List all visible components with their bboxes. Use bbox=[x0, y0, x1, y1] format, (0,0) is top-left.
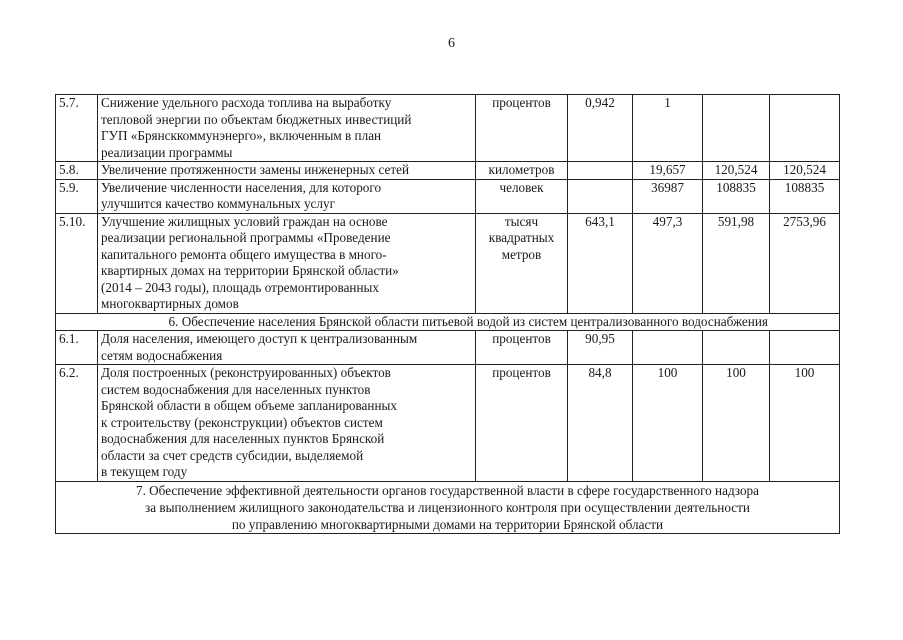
indicator-name bbox=[98, 213, 476, 313]
text-line: многоквартирных домов bbox=[101, 296, 239, 311]
text-line: в текущем году bbox=[101, 464, 188, 479]
value-cell: 100 bbox=[770, 365, 840, 482]
text-line: процентов bbox=[492, 95, 551, 110]
table-body bbox=[56, 95, 840, 534]
text-line: тысяч bbox=[504, 213, 539, 229]
text-line: тепловой энергии по объектам бюджетных инвестиций bbox=[101, 111, 412, 127]
indicator-name bbox=[98, 365, 476, 482]
text-line: квадратных bbox=[488, 230, 555, 245]
text-line: человек bbox=[499, 179, 544, 195]
unit-of-measure bbox=[476, 179, 568, 213]
indicator-name bbox=[98, 331, 476, 365]
indicator-name bbox=[98, 95, 476, 162]
value-cell bbox=[703, 95, 770, 162]
text-line: реализации программы bbox=[101, 144, 233, 160]
page-number: 6 bbox=[448, 36, 455, 51]
text-line: процентов bbox=[492, 331, 551, 346]
value-cell bbox=[770, 95, 840, 162]
text-line: улучшится качество коммунальных услуг bbox=[101, 196, 335, 211]
text-line: Доля построенных (реконструированных) объектов bbox=[101, 365, 391, 380]
indicator-name bbox=[98, 162, 476, 180]
value-cell: 643,1 bbox=[568, 213, 633, 313]
value-cell: 108835 bbox=[703, 179, 770, 213]
row-number: 5.7. bbox=[56, 95, 98, 162]
value-cell bbox=[703, 331, 770, 365]
value-cell bbox=[568, 179, 633, 213]
value-cell: 497,3 bbox=[633, 213, 703, 313]
row-number: 6.2. bbox=[56, 365, 98, 482]
table-row bbox=[56, 95, 840, 162]
value-cell: 100 bbox=[633, 365, 703, 482]
value-cell bbox=[633, 331, 703, 365]
table-row bbox=[56, 331, 840, 365]
text-line: Улучшение жилищных условий граждан на основе bbox=[101, 213, 388, 229]
value-cell: 120,524 bbox=[703, 162, 770, 180]
row-number: 5.8. bbox=[56, 162, 98, 180]
text-line: километров bbox=[488, 162, 555, 177]
section-7-title bbox=[56, 481, 840, 533]
indicators-table bbox=[55, 94, 840, 534]
value-cell: 120,524 bbox=[770, 162, 840, 180]
text-line: 7. Обеспечение эффективной деятельности органов государственной власти в сфере государственного надзора bbox=[135, 482, 760, 498]
table-row bbox=[56, 365, 840, 482]
value-cell bbox=[568, 162, 633, 180]
value-cell: 108835 bbox=[770, 179, 840, 213]
text-line: систем водоснабжения для населенных пунктов bbox=[101, 381, 371, 397]
text-line: Брянской области в общем объеме запланированных bbox=[101, 398, 397, 413]
section-header-row bbox=[56, 313, 840, 331]
text-line: (2014 – 2043 годы), площадь отремонтированных bbox=[101, 279, 380, 295]
text-line: области за счет средств субсидии, выделяемой bbox=[101, 447, 364, 463]
text-line: ГУП «Брянсккоммунэнерго», включенным в план bbox=[101, 128, 382, 143]
text-line: водоснабжения для населенных пунктов Брянской bbox=[101, 431, 385, 446]
indicator-name bbox=[98, 179, 476, 213]
value-cell: 591,98 bbox=[703, 213, 770, 313]
row-number: 5.9. bbox=[56, 179, 98, 213]
unit-of-measure bbox=[476, 162, 568, 180]
text-line: реализации региональной программы «Проведение bbox=[101, 230, 391, 245]
unit-of-measure bbox=[476, 213, 568, 313]
value-cell: 19,657 bbox=[633, 162, 703, 180]
value-cell: 36987 bbox=[633, 179, 703, 213]
row-number: 5.10. bbox=[56, 213, 98, 313]
value-cell bbox=[770, 331, 840, 365]
text-line: по управлению многоквартирными домами на территории Брянской области bbox=[231, 516, 664, 532]
table-row bbox=[56, 179, 840, 213]
text-line: за выполнением жилищного законодательства и лицензионного контроля при осуществлении деятельности bbox=[145, 499, 750, 515]
row-number: 6.1. bbox=[56, 331, 98, 365]
text-line: к строительству (реконструкции) объектов систем bbox=[101, 414, 383, 430]
table-row bbox=[56, 162, 840, 180]
section-6-title: 6. Обеспечение населения Брянской области питьевой водой из систем централизованного водоснабжения bbox=[98, 313, 840, 331]
text-line: капитального ремонта общего имущества в много- bbox=[101, 246, 387, 262]
value-cell: 2753,96 bbox=[770, 213, 840, 313]
text-line: квартирных домах на территории Брянской области» bbox=[101, 263, 399, 278]
value-cell: 100 bbox=[703, 365, 770, 482]
unit-of-measure bbox=[476, 365, 568, 482]
text-line: Увеличение численности населения, для которого bbox=[101, 179, 382, 195]
value-cell: 0,942 bbox=[568, 95, 633, 162]
section-spacer bbox=[56, 313, 98, 331]
text-line: сетям водоснабжения bbox=[101, 347, 223, 363]
text-line: метров bbox=[501, 246, 542, 262]
section-header-row bbox=[56, 481, 840, 533]
text-line: Снижение удельного расхода топлива на выработку bbox=[101, 95, 392, 110]
value-cell: 90,95 bbox=[568, 331, 633, 365]
value-cell: 84,8 bbox=[568, 365, 633, 482]
unit-of-measure bbox=[476, 331, 568, 365]
value-cell: 1 bbox=[633, 95, 703, 162]
text-line: процентов bbox=[492, 365, 551, 380]
text-line: Увеличение протяженности замены инженерных сетей bbox=[101, 162, 409, 177]
unit-of-measure bbox=[476, 95, 568, 162]
text-line: Доля населения, имеющего доступ к централизованным bbox=[101, 331, 418, 346]
table-row bbox=[56, 213, 840, 313]
